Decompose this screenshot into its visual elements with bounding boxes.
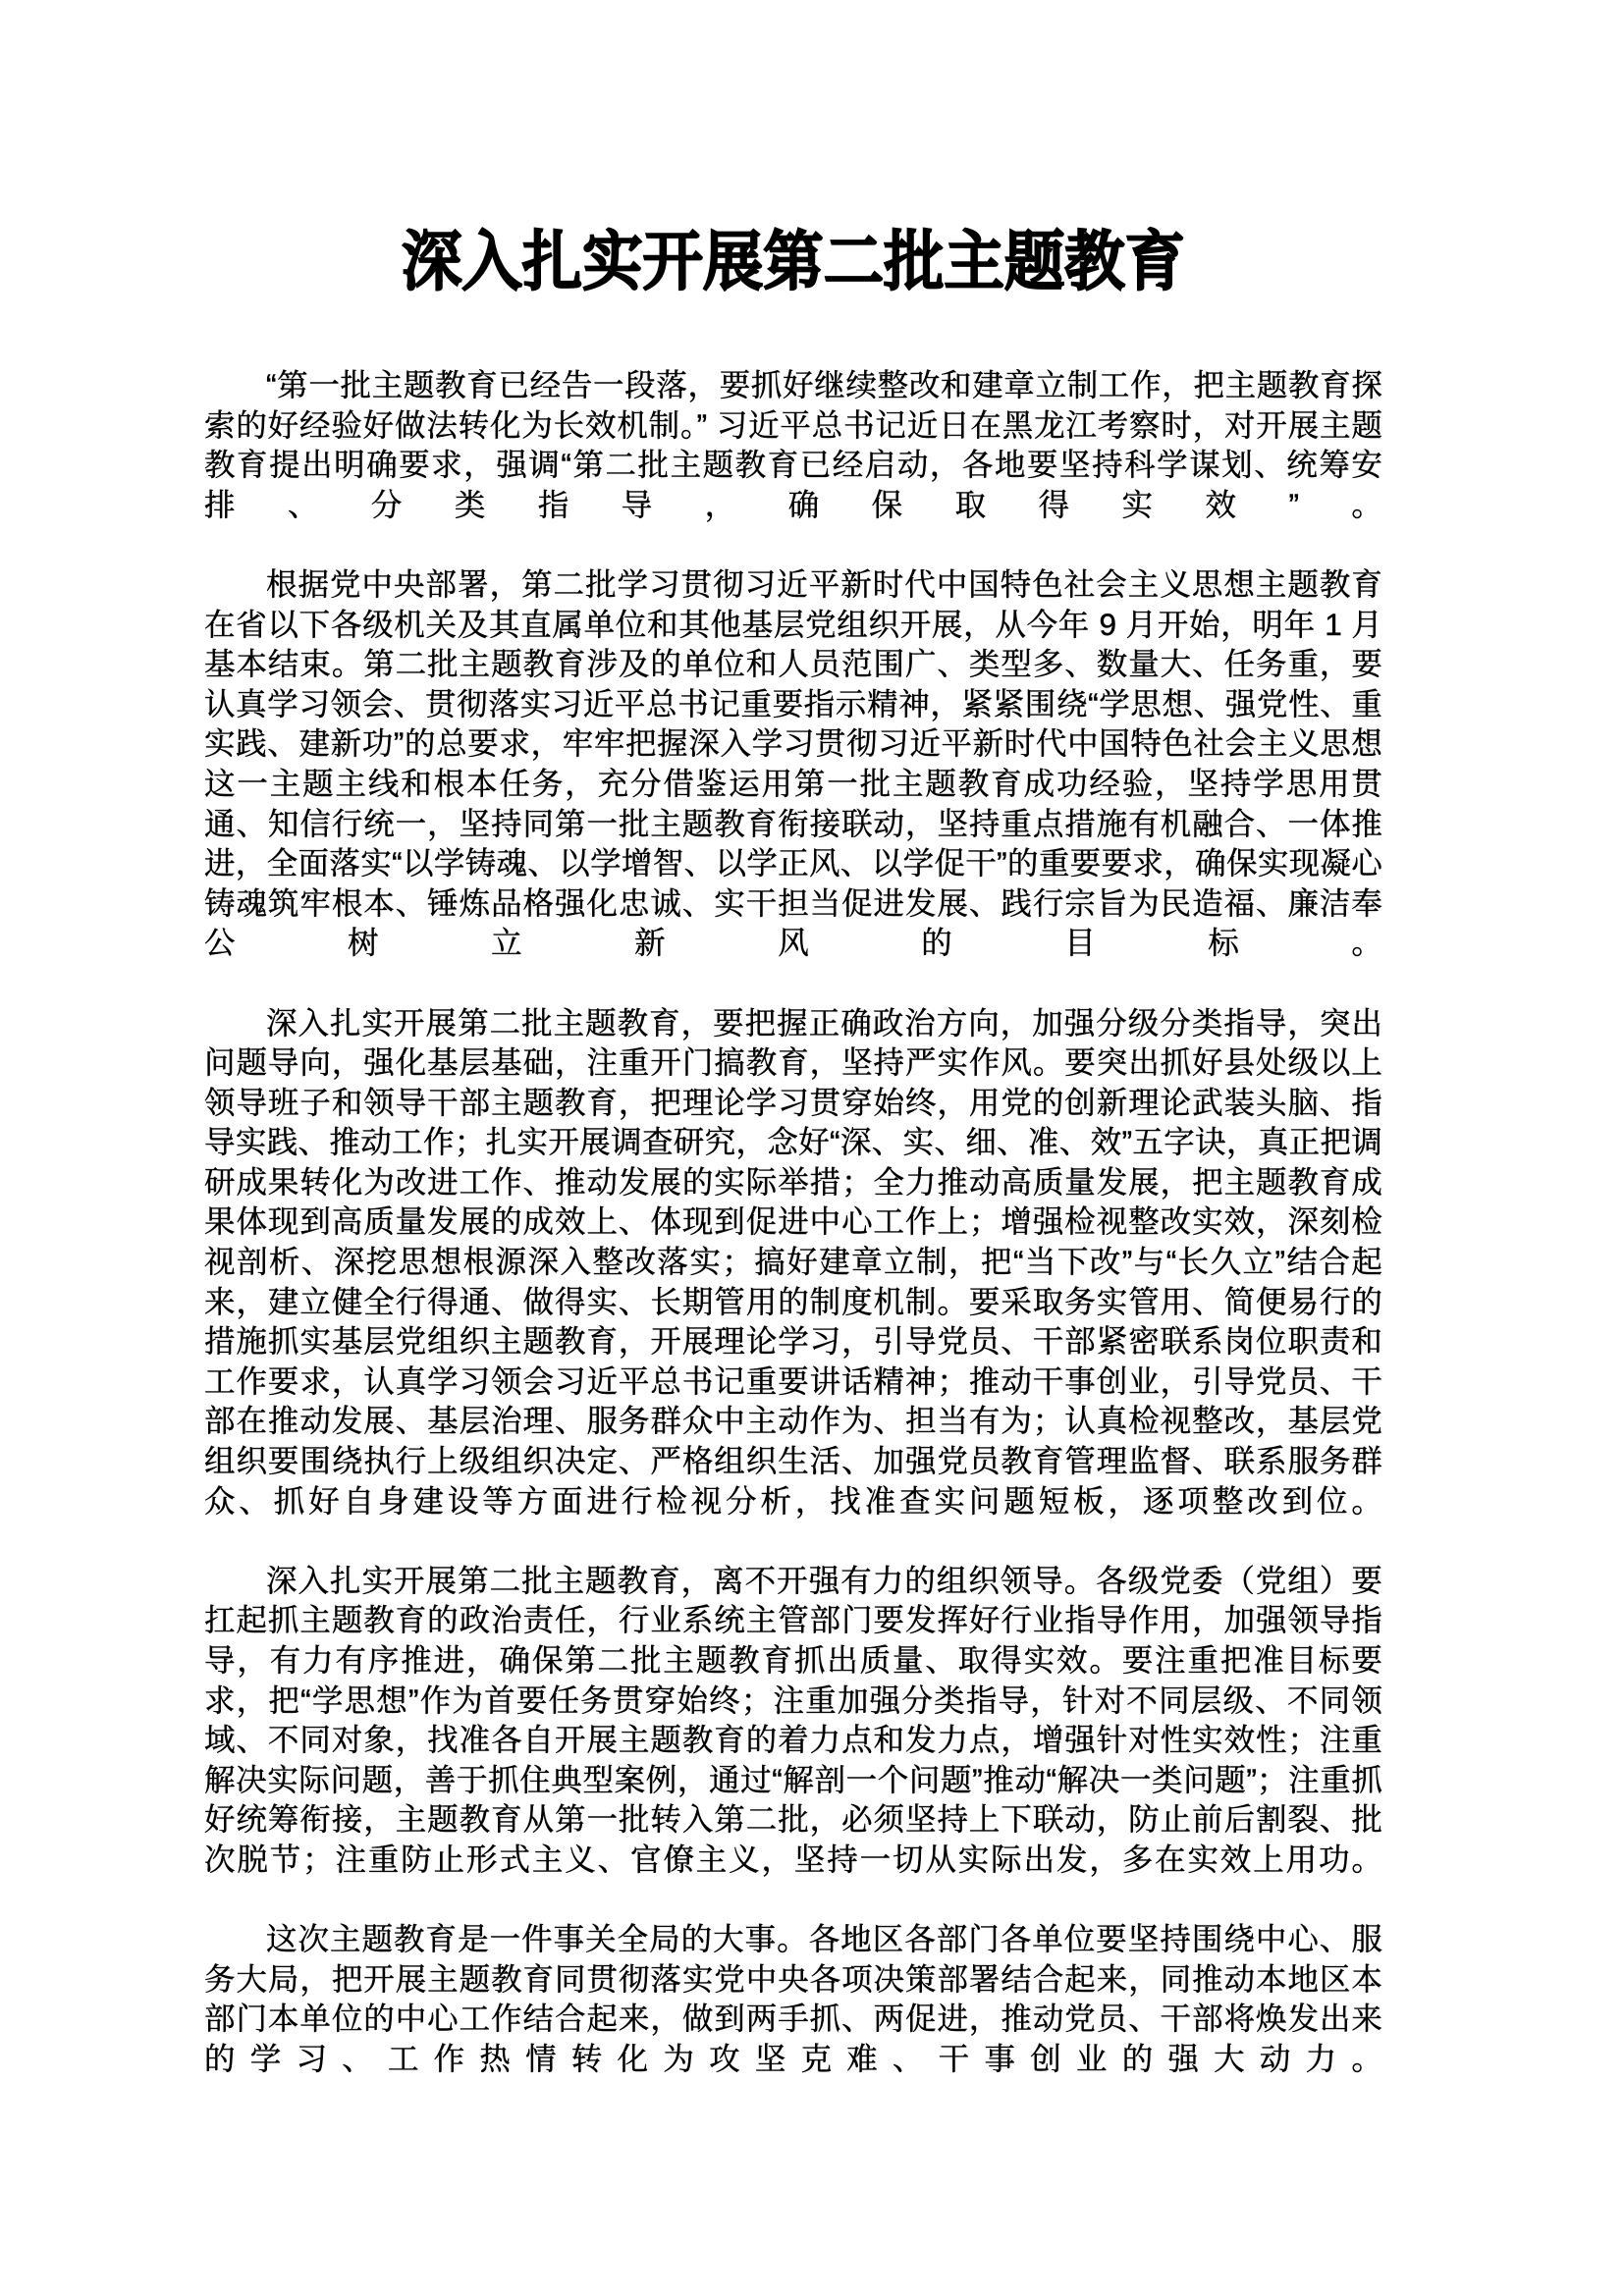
body-paragraph-2: 根据党中央部署，第二批学习贯彻习近平新时代中国特色社会主义思想主题教育在省以下各级机关及其直属单位和其他基层党组织开展，从今年 9 月开始，明年 1 月基本结束。第二批主题教育涉及的单位和人员范围广、类型多、数量大、任务重，要认真学习领会、贯彻落实习近平总书记重要指示精神，紧紧围绕“学思想、强党性、重实践、建新功”的总要求，牢牢把握深入学习贯彻习近平新时代中国特色社会主义思想这一主题主线和根本任务，充分借鉴运用第一批主题教育成功经验，坚持学思用贯通、知信行统一，坚持同第一批主题教育衔接联动，坚持重点措施有机融合、一体推进，全面落实“以学铸魂、以学增智、以学正风、以学促干”的重要要求，确保实现凝心铸魂筑牢根本、锤炼品格强化忠诚、实干担当促进发展、践行宗旨为民造福、廉洁奉公树立新风的目标。: [204, 565, 1382, 961]
page-title: 深入扎实开展第二批主题教育: [402, 225, 1185, 297]
body-paragraph-5: 这次主题教育是一件事关全局的大事。各地区各部门各单位要坚持围绕中心、服务大局，把开展主题教育同贯彻落实党中央各项决策部署结合起来，同推动本地区本部门本单位的中心工作结合起来，做到两手抓、两促进，推动党员、干部将焕发出来的学习、工作热情转化为攻坚克难、干事创业的强大动力。: [204, 1921, 1382, 2076]
body-paragraph-4: 深入扎实开展第二批主题教育，离不开强有力的组织领导。各级党委（党组）要扛起抓主题教育的政治责任，行业系统主管部门要发挥好行业指导作用，加强领导指导，有力有序推进，确保第二批主题教育抓出质量、取得实效。要注重把准目标要求，把“学思想”作为首要任务贯穿始终；注重加强分类指导，针对不同层级、不同领域、不同对象，找准各自开展主题教育的着力点和发力点，增强针对性实效性；注重解决实际问题，善于抓住典型案例，通过“解剖一个问题”推动“解决一类问题”；注重抓好统筹衔接，主题教育从第一批转入第二批，必须坚持上下联动，防止前后割裂、批次脱节；注重防止形式主义、官僚主义，坚持一切从实际出发，多在实效上用功。: [204, 1562, 1382, 1877]
body-paragraph-3: 深入扎实开展第二批主题教育，要把握正确政治方向，加强分级分类指导，突出问题导向，强化基层基础，注重开门搞教育，坚持严实作风。要突出抓好县处级以上领导班子和领导干部主题教育，把理论学习贯穿始终，用党的创新理论武装头脑、指导实践、推动工作；扎实开展调查研究，念好“深、实、细、准、效”五字诀，真正把调研成果转化为改进工作、推动发展的实际举措；全力推动高质量发展，把主题教育成果体现到高质量发展的成效上、体现到促进中心工作上；增强检视整改实效，深刻检视剖析、深挖思想根源深入整改落实；搞好建章立制，把“当下改”与“长久立”结合起来，建立健全行得通、做得实、长期管用的制度机制。要采取务实管用、简便易行的措施抓实基层党组织主题教育，开展理论学习，引导党员、干部紧密联系岗位职责和工作要求，认真学习领会习近平总书记重要讲话精神；推动干事创业，引导党员、干部在推动发展、基层治理、服务群众中主动作为、担当有为；认真检视整改，基层党组织要围绕执行上级组织决定、严格组织生活、加强党员教育管理监督、联系服务群众、抓好自身建设等方面进行检视分析，找准查实问题短板，逐项整改到位。: [204, 1004, 1382, 1519]
body-paragraph-1: “第一批主题教育已经告一段落，要抓好继续整改和建章立制工作，把主题教育探索的好经验好做法转化为长效机制。” 习近平总书记近日在黑龙江考察时，对开展主题教育提出明确要求，强调“第二批主题教育已经启动，各地要坚持科学谋划、统筹安排、分类指导，确保取得实效”。: [204, 367, 1382, 522]
document-body: [204, 365, 1382, 2118]
